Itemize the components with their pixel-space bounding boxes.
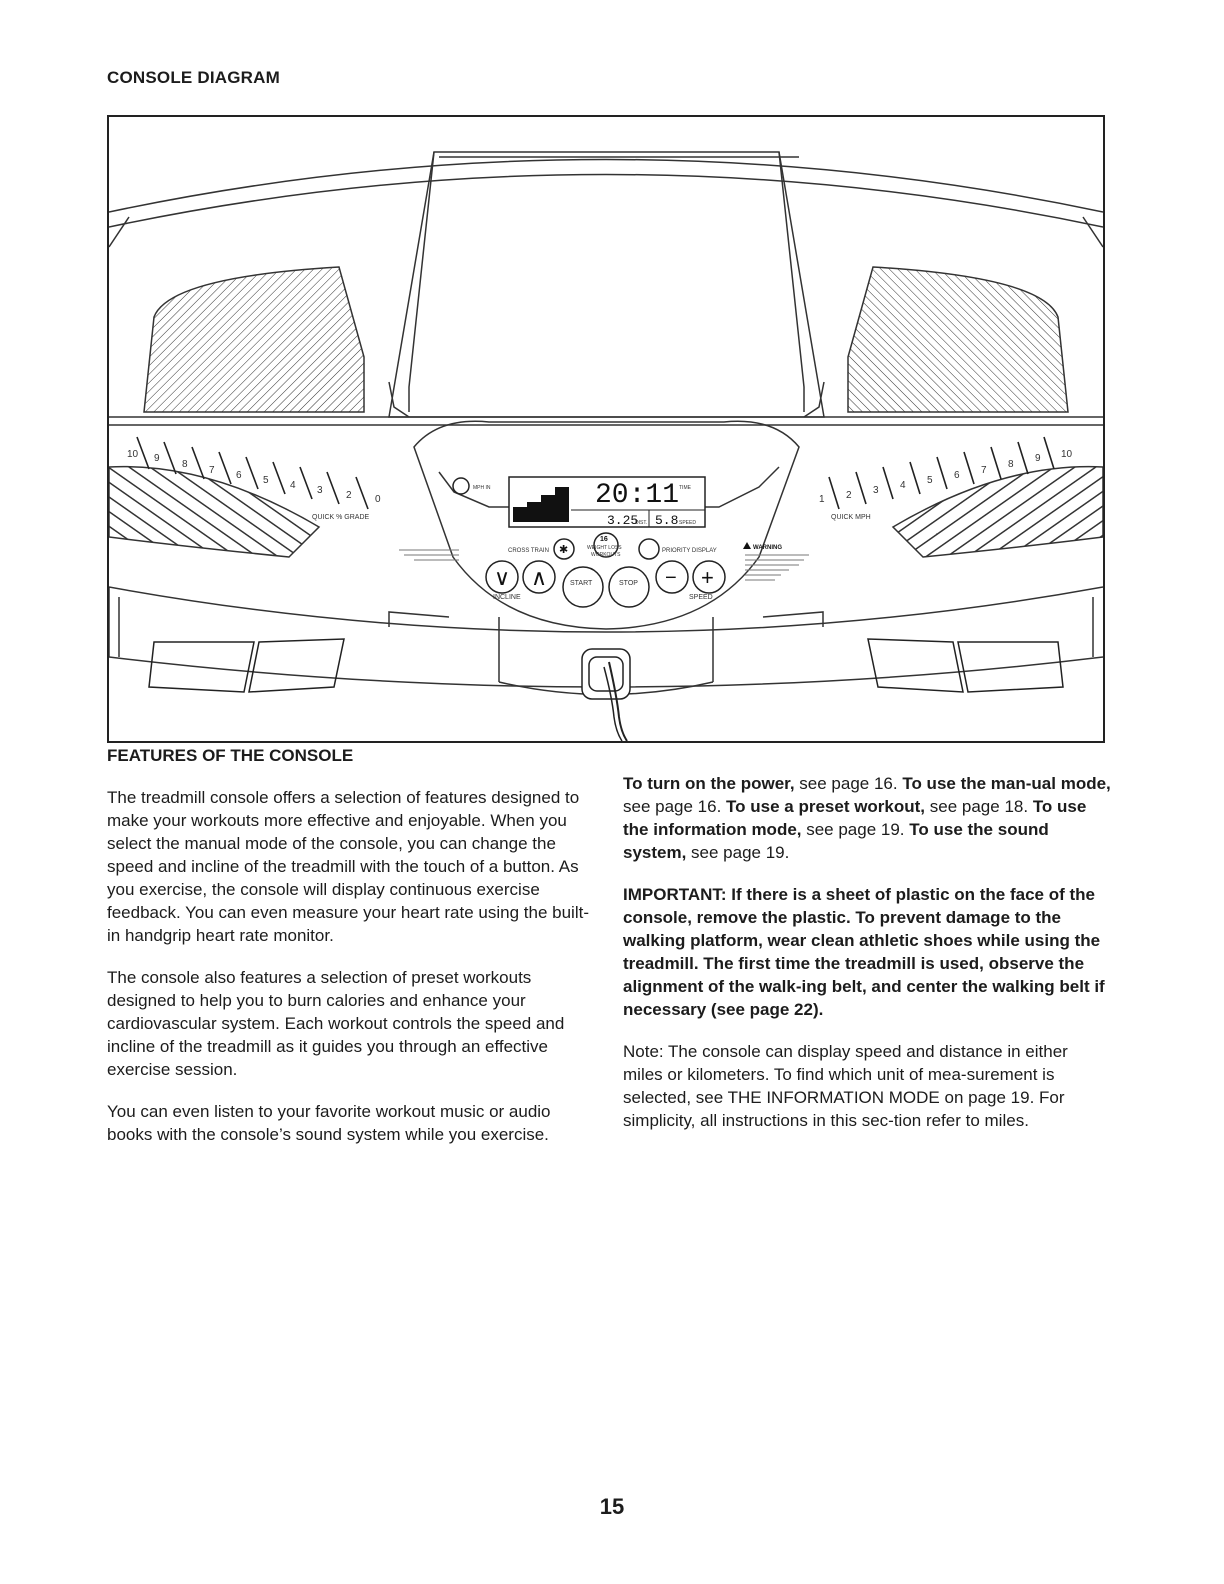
incline-tick: 9 [154, 453, 160, 464]
features-paragraph: The console also features a selection of preset workouts designed to help you to burn calories and enhance your cardiovascular system. Each workout controls the speed and incline of the treadmill as it guides you through an effective exercise session. [107, 968, 565, 1079]
quick-mph-label: QUICK MPH [831, 514, 871, 521]
incline-down-button[interactable] [486, 561, 518, 593]
units-note: Note: The console can display speed and distance in either miles or kilometers. To find which unit of mea-surement is selected, see THE INFORMATION MODE on page 19. For simplicity, all instructions in this sec-tion refer to miles. [623, 1042, 1068, 1130]
incline-up-button[interactable] [523, 561, 555, 593]
safety-key[interactable] [582, 649, 630, 741]
cross-train-icon: ✱ [559, 544, 569, 556]
tablet-holder [389, 152, 824, 417]
ref-manual: To use the man-ual mode, [902, 774, 1111, 793]
incline-tick: 3 [317, 485, 323, 496]
incline-tick: 2 [346, 490, 352, 501]
incline-tick: 5 [263, 475, 269, 486]
display-speed: 5.8 [655, 513, 679, 528]
speed-tick: 4 [900, 480, 906, 491]
important-notice: IMPORTANT: If there is a sheet of plastic on the face of the console, remove the plastic. To prevent damage to the walking platform, wear clean athletic shoes while using the treadmill. The first time the treadmill is used, observe the alignment of the walk-ing belt, and center the walking belt if necessary (see page 22). [623, 885, 1105, 1019]
warning-icon [743, 542, 751, 549]
ref-information: To use the information mode, [623, 797, 1087, 839]
start-button[interactable] [563, 567, 603, 607]
speed-label: SPEED [689, 594, 713, 601]
important-label-area [399, 550, 459, 560]
cross-train-label: CROSS TRAIN [508, 548, 549, 554]
ref-text: see page 19. [686, 843, 790, 862]
ref-text: see page 18. [925, 797, 1033, 816]
left-vent [109, 467, 319, 557]
weight-loss-label: WEIGHT LOSS [587, 545, 622, 551]
speed-tick: 10 [1061, 449, 1073, 460]
features-column [107, 744, 597, 1165]
incline-tick: 6 [236, 470, 242, 481]
warning-label-area [743, 542, 809, 580]
ref-text: see page 19. [801, 820, 910, 839]
left-speaker-grille [144, 267, 364, 412]
display-distance-label: DIST. [635, 520, 648, 526]
incline-tick: 0 [375, 494, 381, 505]
speed-tick: 2 [846, 490, 852, 501]
ref-preset: To use a preset workout, [726, 797, 926, 816]
speed-tick: 5 [927, 475, 933, 486]
incline-tick: 10 [127, 449, 139, 460]
lcd-display [509, 477, 705, 528]
features-heading: FEATURES OF THE CONSOLE [107, 746, 354, 765]
ref-power: To turn on the power, [623, 774, 795, 793]
minus-icon: − [665, 567, 677, 589]
diagram-title: CONSOLE DIAGRAM [107, 68, 280, 87]
incline-tick: 8 [182, 459, 188, 470]
speed-tick: 7 [981, 465, 987, 476]
display-time-label: TIME [679, 485, 691, 491]
workouts-label: WORKOUTS [591, 552, 621, 558]
display-distance: 3.25 [607, 513, 639, 528]
ref-sound: To use the sound system, [623, 820, 1049, 862]
page-number: 15 [599, 1494, 625, 1519]
incline-label: INCLINE [493, 594, 521, 601]
page-references [623, 772, 1111, 864]
features-paragraph: You can even listen to your favorite workout music or audio books with the console’s sound system while you exercise. [107, 1102, 551, 1144]
cross-train-button[interactable] [554, 539, 574, 559]
workout-count: 16 [600, 536, 608, 543]
priority-display-label: PRIORITY DISPLAY [662, 548, 717, 554]
start-label: START [570, 580, 593, 587]
ref-text: see page 16. [794, 774, 903, 793]
display-speed-label: SPEED [679, 520, 696, 526]
features-paragraph: The treadmill console offers a selection of features designed to make your workouts more effective and enjoyable. When you select the manual mode of the console, you can change the speed and incline of the treadmill with the touch of a button. As you exercise, the console will display continuous exercise feedback. You can even measure your heart rate using the built-in handgrip heart rate monitor. [107, 788, 589, 945]
plus-icon: + [701, 565, 714, 590]
up-arrow-icon: ∧ [531, 565, 548, 590]
warning-text: WARNING [753, 545, 782, 551]
console-diagram [107, 115, 1105, 743]
priority-display-button[interactable] [639, 539, 659, 559]
speed-down-button[interactable] [656, 561, 688, 593]
speed-tick: 1 [819, 494, 825, 505]
quick-grade-label: QUICK % GRADE [312, 514, 370, 521]
down-arrow-icon: ∨ [494, 565, 511, 590]
speed-tick: 8 [1008, 459, 1014, 470]
workouts-button[interactable] [587, 533, 622, 558]
speed-tick: 6 [954, 470, 960, 481]
speed-tick: 3 [873, 485, 879, 496]
incline-tick: 4 [290, 480, 296, 491]
speed-up-button[interactable] [693, 561, 725, 593]
speed-tick: 9 [1035, 453, 1041, 464]
display-time: 20:11 [595, 480, 680, 511]
ref-text: see page 16. [623, 797, 727, 816]
instructions-column [623, 772, 1111, 1151]
right-vent [893, 467, 1103, 557]
mph-in-button[interactable] [453, 478, 491, 494]
right-speaker-grille [848, 267, 1068, 412]
stop-button[interactable] [609, 567, 649, 607]
mph-in-label: MPH IN [473, 485, 491, 491]
incline-tick: 7 [209, 465, 215, 476]
stop-label: STOP [619, 580, 638, 587]
